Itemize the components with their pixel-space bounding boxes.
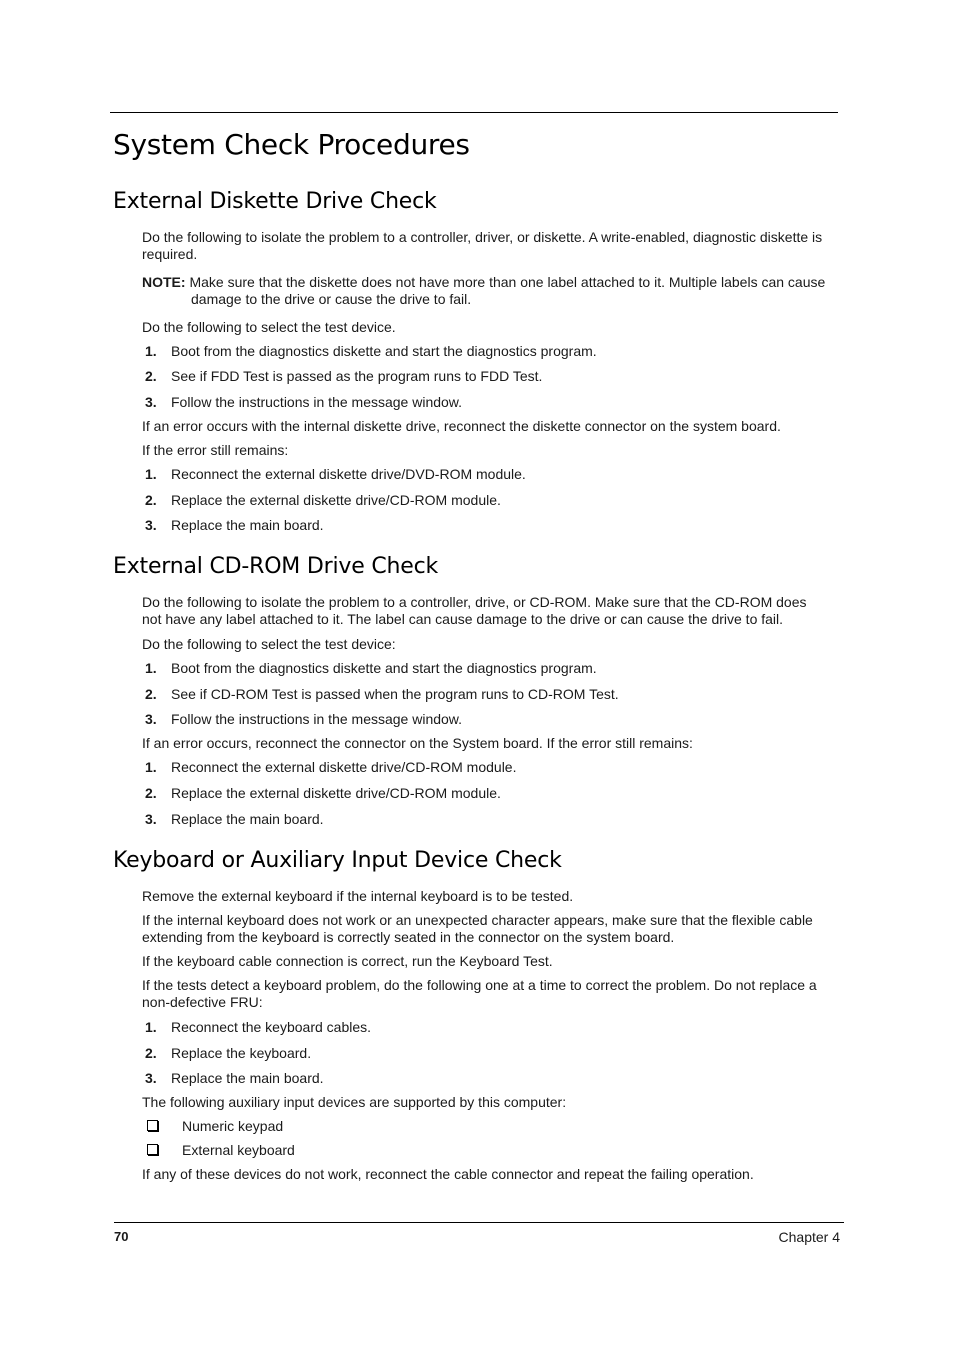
step-text: See if CD-ROM Test is passed when the program runs to CD-ROM Test. <box>171 686 619 702</box>
cdrom-select-text: Do the following to select the test device: <box>142 636 396 652</box>
cdrom-fix-step <box>142 759 516 776</box>
step-number: 3. <box>145 517 157 533</box>
diskette-fix-step <box>142 492 501 509</box>
step-number: 2. <box>145 368 157 384</box>
step-text: Reconnect the keyboard cables. <box>171 1019 372 1035</box>
cdrom-step <box>142 686 619 703</box>
step-number: 1. <box>145 759 157 775</box>
step-text: Follow the instructions in the message window. <box>171 394 463 410</box>
keyboard-final-text: If any of these devices do not work, reconnect the cable connector and repeat the failing operation. <box>142 1166 754 1182</box>
step-number: 1. <box>145 1019 157 1035</box>
diskette-fix-step <box>142 517 324 534</box>
step-text: Replace the main board. <box>171 811 324 827</box>
keyboard-step <box>142 1070 324 1087</box>
step-text: Boot from the diagnostics diskette and start the diagnostics program. <box>171 343 597 359</box>
cdrom-error-text: If an error occurs, reconnect the connector on the System board. If the error still remains: <box>142 735 693 751</box>
step-number: 3. <box>145 1070 157 1086</box>
diskette-note <box>142 274 842 308</box>
keyboard-remove-text: Remove the external keyboard if the internal keyboard is to be tested. <box>142 888 574 904</box>
footer-rule <box>114 1222 844 1223</box>
device-list-item <box>147 1142 295 1159</box>
device-list-item <box>147 1118 283 1135</box>
footer-page-number: 70 <box>114 1229 129 1244</box>
diskette-intro-line-1: Do the following to isolate the problem to a controller, driver, or diskette. A write-enabled, diagnostic diskette is <box>142 229 823 245</box>
page-title: System Check Procedures <box>113 128 470 161</box>
step-text: Replace the main board. <box>171 517 324 533</box>
checkbox-bullet-icon <box>147 1120 158 1131</box>
step-number: 1. <box>145 466 157 482</box>
keyboard-internal-line-1: If the internal keyboard does not work or an unexpected character appears, make sure that the flexible cable <box>142 912 813 928</box>
header-rule <box>110 112 838 113</box>
step-text: Boot from the diagnostics diskette and start the diagnostics program. <box>171 660 597 676</box>
step-number: 1. <box>145 660 157 676</box>
keyboard-internal-text <box>142 912 842 946</box>
section-heading-cdrom: External CD-ROM Drive Check <box>113 554 439 579</box>
step-text: Replace the external diskette drive/CD-ROM module. <box>171 785 501 801</box>
keyboard-step <box>142 1045 311 1062</box>
step-text: Replace the keyboard. <box>171 1045 312 1061</box>
step-number: 3. <box>145 811 157 827</box>
diskette-step <box>142 368 542 385</box>
section-heading-keyboard: Keyboard or Auxiliary Input Device Check <box>113 848 562 873</box>
step-number: 2. <box>145 785 157 801</box>
diskette-step <box>142 343 597 360</box>
cdrom-step <box>142 711 462 728</box>
cdrom-intro-line-1: Do the following to isolate the problem to a controller, drive, or CD-ROM. Make sure that the CD-ROM does <box>142 594 807 610</box>
note-label: NOTE: <box>142 274 186 290</box>
note-line-1: Make sure that the diskette does not have more than one label attached to it. Multiple labels can cause <box>185 274 826 290</box>
diskette-select-text: Do the following to select the test device. <box>142 319 396 335</box>
step-text: Replace the main board. <box>171 1070 324 1086</box>
step-text: Follow the instructions in the message window. <box>171 711 463 727</box>
step-text: Reconnect the external diskette drive/CD-ROM module. <box>171 759 517 775</box>
step-number: 3. <box>145 711 157 727</box>
checkbox-bullet-icon <box>147 1144 158 1155</box>
keyboard-tests-text <box>142 977 842 1011</box>
keyboard-cable-text: If the keyboard cable connection is correct, run the Keyboard Test. <box>142 953 553 969</box>
diskette-fix-step <box>142 466 526 483</box>
step-number: 2. <box>145 1045 157 1061</box>
diskette-step <box>142 394 462 411</box>
step-text: Replace the external diskette drive/CD-ROM module. <box>171 492 501 508</box>
step-number: 2. <box>145 492 157 508</box>
keyboard-internal-line-2: extending from the keyboard is correctly seated in the connector on the system board. <box>142 929 675 945</box>
diskette-intro-line-2: required. <box>142 246 198 262</box>
keyboard-aux-text: The following auxiliary input devices are supported by this computer: <box>142 1094 567 1110</box>
step-number: 3. <box>145 394 157 410</box>
cdrom-intro <box>142 594 842 628</box>
device-name: External keyboard <box>182 1142 295 1158</box>
keyboard-tests-line-1: If the tests detect a keyboard problem, do the following one at a time to correct the problem. Do not replace a <box>142 977 817 993</box>
cdrom-step <box>142 660 597 677</box>
keyboard-step <box>142 1019 371 1036</box>
diskette-error-text: If an error occurs with the internal diskette drive, reconnect the diskette connector on the system board. <box>142 418 781 434</box>
device-name: Numeric keypad <box>182 1118 284 1134</box>
cdrom-fix-step <box>142 811 324 828</box>
section-heading-diskette: External Diskette Drive Check <box>113 189 437 214</box>
cdrom-fix-step <box>142 785 501 802</box>
step-text: See if FDD Test is passed as the program runs to FDD Test. <box>171 368 543 384</box>
diskette-intro <box>142 229 842 263</box>
footer-chapter: Chapter 4 <box>778 1229 840 1245</box>
keyboard-tests-line-2: non-defective FRU: <box>142 994 263 1010</box>
step-number: 1. <box>145 343 157 359</box>
step-text: Reconnect the external diskette drive/DVD-ROM module. <box>171 466 526 482</box>
note-line-2: damage to the drive or cause the drive to fail. <box>191 291 472 307</box>
cdrom-intro-line-2: not have any label attached to it. The label can cause damage to the drive or can cause the drive to fail. <box>142 611 784 627</box>
step-number: 2. <box>145 686 157 702</box>
diskette-remains-text: If the error still remains: <box>142 442 289 458</box>
